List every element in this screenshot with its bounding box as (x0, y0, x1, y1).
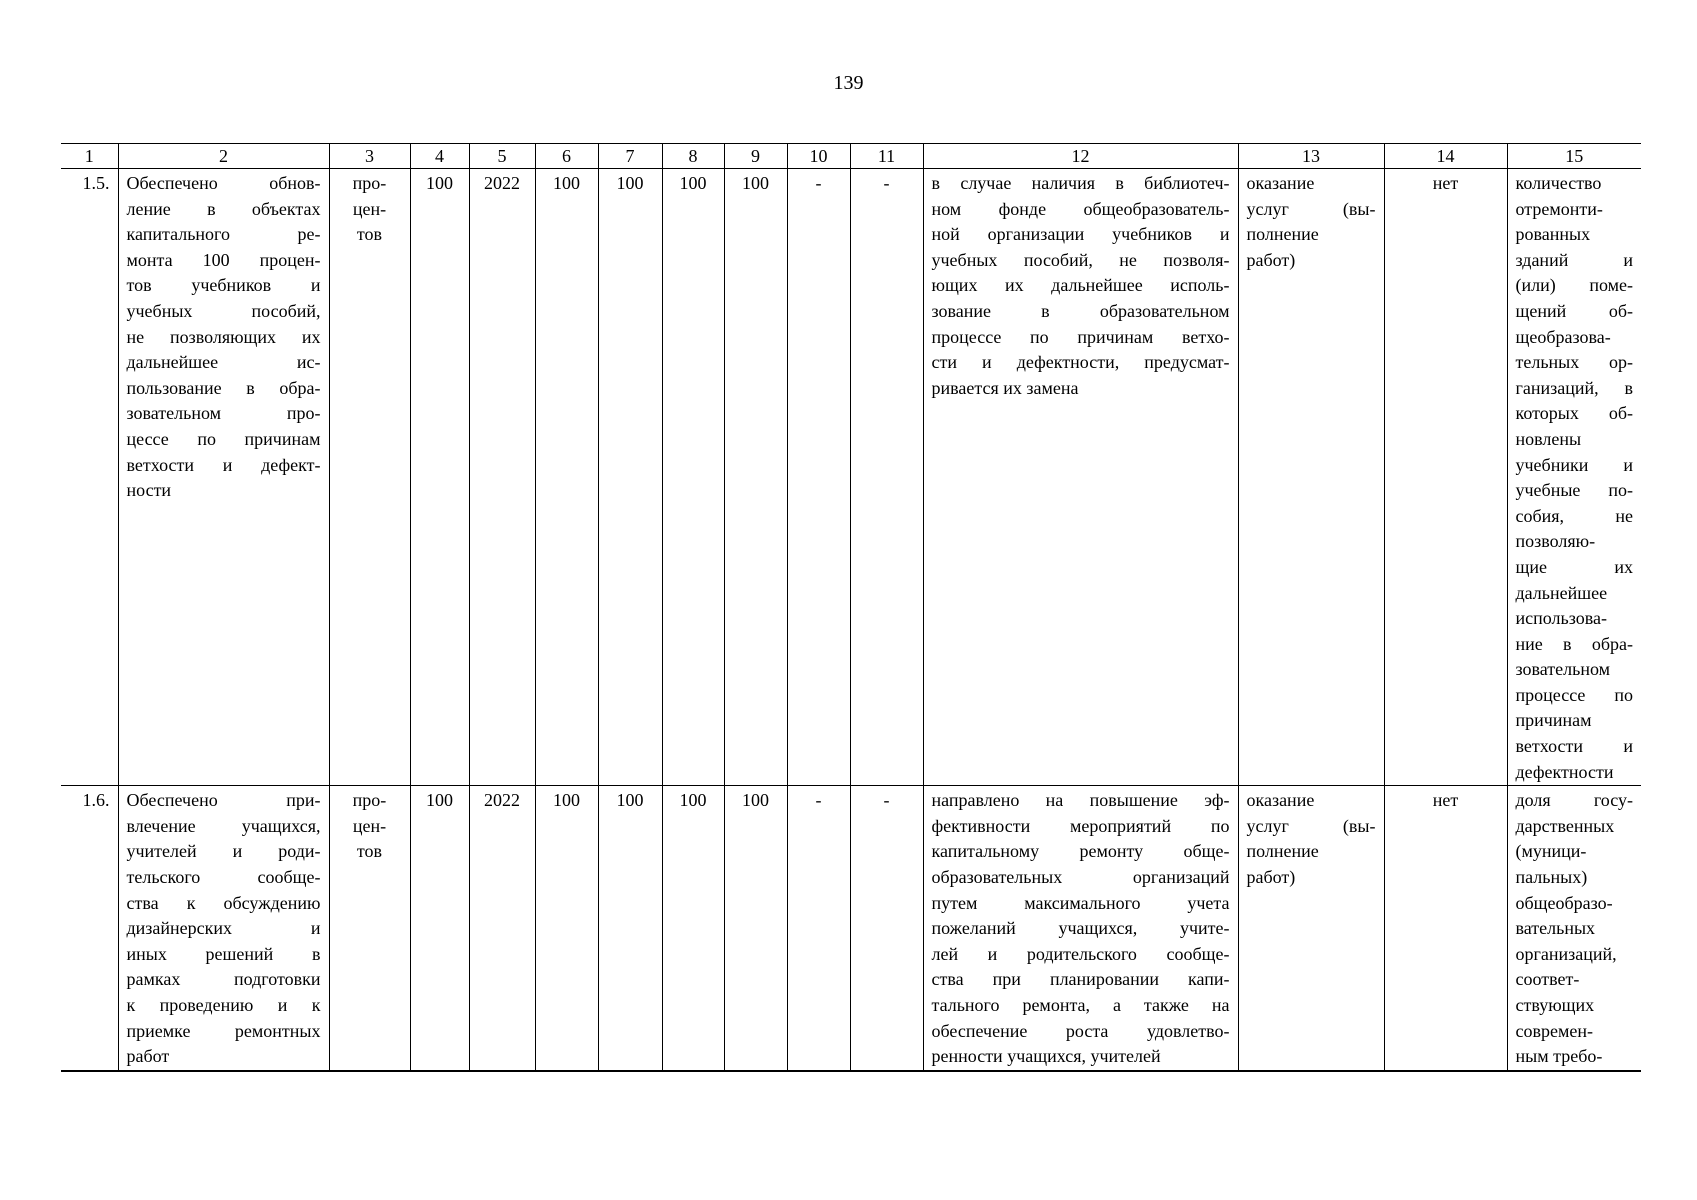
value-col-6: 100 (535, 786, 598, 1071)
cell-text-line: полнение (1246, 841, 1319, 862)
cell-text-line: про- (352, 790, 387, 811)
header-cell-5: 5 (469, 144, 535, 169)
result-name (118, 169, 329, 786)
cell-text-line: рамках подготовки (126, 969, 321, 990)
cell-text-line: ветхости и (1515, 736, 1633, 757)
cell-text-line: ным требо- (1515, 1046, 1603, 1067)
value-col-9: 100 (724, 786, 787, 1071)
cell-text-line: тельных ор- (1515, 352, 1633, 373)
result-name (118, 786, 329, 1071)
cell-text-line: позволяю- (1515, 531, 1596, 552)
cell-text-line: зование в образовательном (931, 300, 1230, 321)
cell-text-line: тов (356, 224, 383, 245)
header-cell-8: 8 (662, 144, 724, 169)
cell-text-line: капитального ре- (126, 224, 321, 245)
cell-text-line: щений об- (1515, 300, 1633, 321)
cell-text-line: цен- (352, 198, 387, 219)
cell-text-line: учебники и (1515, 454, 1633, 475)
value-col-6: 100 (535, 169, 598, 786)
cell-text-line: учебные по- (1515, 480, 1633, 501)
header-cell-3: 3 (329, 144, 410, 169)
header-cell-15: 15 (1507, 144, 1641, 169)
cell-text-line: зданий и (1515, 249, 1633, 270)
cell-text-line: услуг (вы- (1246, 815, 1376, 836)
base-year: 2022 (469, 169, 535, 786)
cell-text-line: ренности учащихся, учителей (931, 1046, 1161, 1067)
cell-text-line: цен- (352, 815, 387, 836)
page-number: 139 (833, 72, 864, 94)
cell-text-line: зовательном (1515, 659, 1611, 680)
cell-text-line: ности (126, 480, 172, 501)
header-cell-7: 7 (598, 144, 662, 169)
cell-text-line: тельского сообще- (126, 867, 321, 888)
cell-text-line: дарственных (1515, 815, 1615, 836)
header-cell-6: 6 (535, 144, 598, 169)
cell-text-line: ства при планировании капи- (931, 969, 1230, 990)
cell-text-line: тов учебников и (126, 275, 321, 296)
header-cell-13: 13 (1238, 144, 1384, 169)
base-value: 100 (410, 786, 469, 1071)
cell-text-line: капитальному ремонту обще- (931, 841, 1230, 862)
header-cell-4: 4 (410, 144, 469, 169)
cell-text-line: в случае наличия в библиотеч- (931, 173, 1230, 193)
table-row (61, 786, 1641, 1071)
value-col-11: - (850, 786, 923, 1071)
cell-text-line: доля госу- (1515, 790, 1633, 811)
linked-indicator (1507, 786, 1641, 1071)
cell-text-line: тального ремонта, а также на (931, 995, 1230, 1015)
cell-text-line: лей и родительского сообще- (931, 943, 1230, 964)
cell-text-line: работ (126, 1046, 170, 1067)
cell-text-line: собия, не (1515, 505, 1633, 526)
cell-text-line: рованных (1515, 224, 1591, 245)
value-col-8: 100 (662, 169, 724, 786)
cell-text-line: вательных (1515, 918, 1596, 939)
cell-text-line: тов (356, 841, 383, 862)
cell-text-line: щие их (1515, 556, 1633, 577)
cell-text-line: полнение (1246, 224, 1319, 245)
cell-text-line: зовательном про- (126, 403, 321, 424)
cell-text-line: ганизаций, в (1515, 377, 1633, 398)
linked-indicator (1507, 169, 1641, 786)
result-type (1238, 786, 1384, 1071)
cell-text-line: иных решений в (126, 943, 321, 964)
cell-text-line: процессе по (1515, 684, 1633, 705)
cell-text-line: пользование в обра- (126, 377, 321, 398)
cell-text-line: сти и дефектности, предусмат- (931, 352, 1230, 373)
header-cell-12: 12 (923, 144, 1238, 169)
cell-text-line: обеспечение роста удовлетво- (931, 1020, 1230, 1041)
cell-text-line: образовательных организаций (931, 867, 1230, 888)
cell-text-line: ства к обсуждению (126, 892, 321, 913)
cell-text-line: дефектности (1515, 761, 1614, 782)
value-col-7: 100 (598, 786, 662, 1071)
cell-text-line: современ- (1515, 1020, 1593, 1041)
cell-text-line: (или) поме- (1515, 275, 1633, 296)
cell-text-line: к проведению и к (126, 995, 321, 1015)
cell-text-line: общеобразо- (1515, 892, 1613, 913)
cell-text-line: не позволяющих их (126, 326, 321, 347)
cell-text-line: учебных пособий, не позволя- (931, 249, 1230, 270)
cell-text-line: монта 100 процен- (126, 249, 321, 270)
cell-text-line: оказание (1246, 173, 1315, 193)
cell-text-line: работ) (1246, 867, 1296, 888)
base-year: 2022 (469, 786, 535, 1071)
base-value: 100 (410, 169, 469, 786)
cell-text-line: количество (1515, 173, 1602, 193)
row-number: 1.5. (61, 169, 118, 786)
value-col-8: 100 (662, 786, 724, 1071)
cell-text-line: процессе по причинам ветхо- (931, 326, 1230, 347)
cell-text-line: ном фонде общеобразователь- (931, 198, 1230, 219)
header-cell-11: 11 (850, 144, 923, 169)
cell-text-line: щеобразова- (1515, 326, 1611, 347)
cell-text-line: фективности мероприятий по (931, 815, 1230, 836)
cell-text-line: влечение учащихся, (126, 815, 321, 836)
unit-of-measure (329, 786, 410, 1071)
cell-text-line: ной организации учебников и (931, 224, 1230, 245)
header-cell-1: 1 (61, 144, 118, 169)
cell-text-line: ривается их замена (931, 377, 1079, 398)
value-col-14: нет (1384, 786, 1507, 1071)
cell-text-line: причинам (1515, 710, 1592, 731)
cell-text-line: соответ- (1515, 969, 1580, 990)
cell-text-line: услуг (вы- (1246, 198, 1376, 219)
value-col-10: - (787, 786, 850, 1071)
cell-text-line: пожеланий учащихся, учите- (931, 918, 1230, 939)
cell-text-line: новлены (1515, 428, 1582, 449)
cell-text-line: ющих их дальнейшее исполь- (931, 275, 1230, 296)
cell-text-line: путем максимального учета (931, 892, 1230, 913)
value-col-10: - (787, 169, 850, 786)
cell-text-line: Обеспечено при- (126, 790, 321, 811)
cell-text-line: учебных пособий, (126, 300, 321, 321)
cell-text-line: ление в объектах (126, 198, 321, 219)
header-cell-14: 14 (1384, 144, 1507, 169)
cell-text-line: работ) (1246, 249, 1296, 270)
cell-text-line: про- (352, 173, 387, 193)
cell-text-line: приемке ремонтных (126, 1020, 321, 1041)
cell-text-line: ствующих (1515, 995, 1595, 1015)
result-description (923, 786, 1238, 1071)
header-row (61, 144, 1641, 169)
cell-text-line: ветхости и дефект- (126, 454, 321, 475)
result-description (923, 169, 1238, 786)
cell-text-line: дизайнерских и (126, 918, 321, 939)
cell-text-line: пальных) (1515, 867, 1588, 888)
header-cell-10: 10 (787, 144, 850, 169)
cell-text-line: Обеспечено обнов- (126, 173, 321, 193)
unit-of-measure (329, 169, 410, 786)
cell-text-line: использова- (1515, 608, 1607, 629)
cell-text-line: (муници- (1515, 841, 1587, 862)
cell-text-line: цессе по причинам (126, 428, 321, 449)
cell-text-line: которых об- (1515, 403, 1633, 424)
row-number: 1.6. (61, 786, 118, 1071)
cell-text-line: учителей и роди- (126, 841, 321, 862)
value-col-7: 100 (598, 169, 662, 786)
cell-text-line: ние в обра- (1515, 633, 1633, 654)
header-cell-2: 2 (118, 144, 329, 169)
value-col-9: 100 (724, 169, 787, 786)
value-col-11: - (850, 169, 923, 786)
cell-text-line: оказание (1246, 790, 1315, 811)
table-row (61, 169, 1641, 786)
cell-text-line: организаций, (1515, 943, 1617, 964)
cell-text-line: дальнейшее (1515, 582, 1608, 603)
cell-text-line: направлено на повышение эф- (931, 790, 1230, 811)
result-type (1238, 169, 1384, 786)
cell-text-line: дальнейшее ис- (126, 352, 321, 373)
header-cell-9: 9 (724, 144, 787, 169)
cell-text-line: отремонти- (1515, 198, 1603, 219)
value-col-14: нет (1384, 169, 1507, 786)
activities-table (61, 143, 1641, 1072)
